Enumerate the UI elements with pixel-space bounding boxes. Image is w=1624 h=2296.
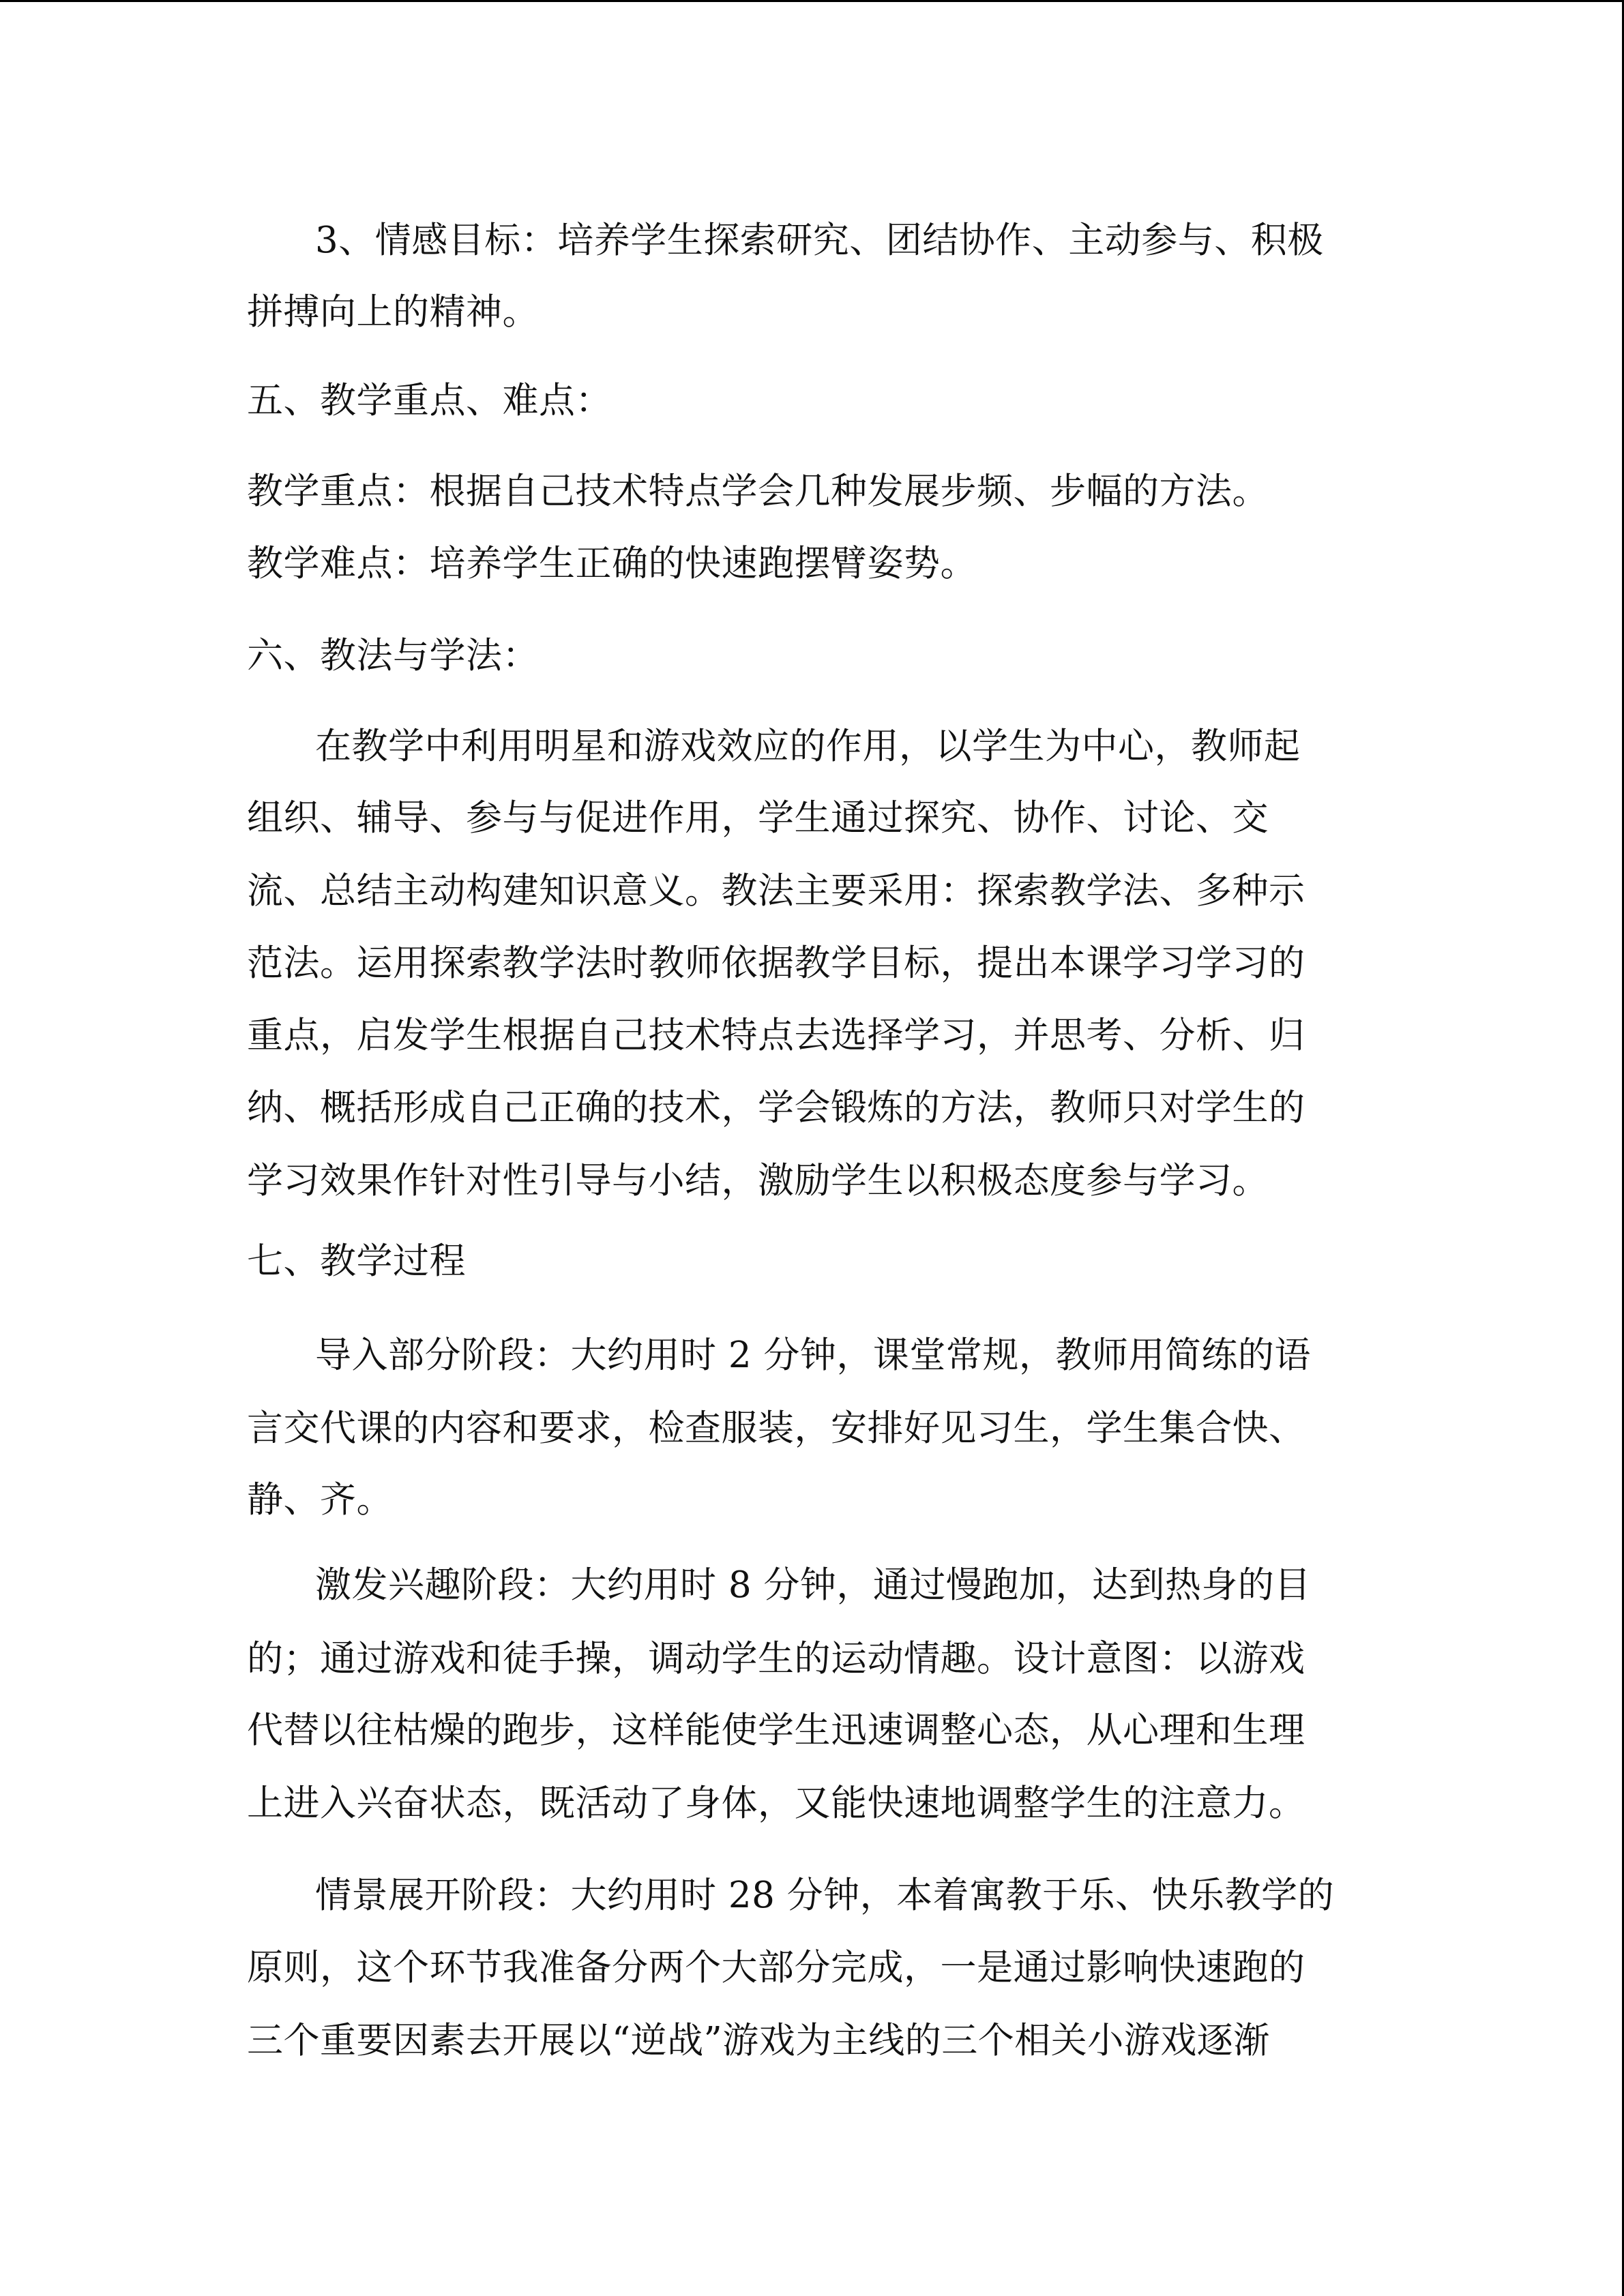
paragraph-affective-goal-line-2: 拼搏向上的精神。: [247, 291, 539, 333]
paragraph-interest-line-2: 的；通过游戏和徒手操，调动学生的运动情趣。设计意图：以游戏: [247, 1638, 1305, 1680]
teaching-key-point: 教学重点：根据自己技术特点学会几种发展步频、步幅的方法。: [247, 471, 1269, 512]
paragraph-intro-line-3: 静、齐。: [247, 1479, 393, 1521]
paragraph-scenario-line-2: 原则，这个环节我准备分两个大部分完成，一是通过影响快速跑的: [247, 1947, 1305, 1988]
paragraph-interest-line-1: 激发兴趣阶段：大约用时 8 分钟，通过慢跑加，达到热身的目: [315, 1564, 1311, 1606]
heading-teaching-methods: 六、教法与学法：: [247, 635, 539, 676]
paragraph-methods-line-2: 组织、辅导、参与与促进作用，学生通过探究、协作、讨论、交: [247, 797, 1269, 839]
paragraph-methods-line-4: 范法。运用探索教学法时教师依据教学目标，提出本课学习学习的: [247, 942, 1305, 984]
paragraph-intro-line-1: 导入部分阶段：大约用时 2 分钟，课堂常规，教师用简练的语: [315, 1335, 1311, 1376]
paragraph-methods-line-1: 在教学中利用明星和游戏效应的作用，以学生为中心，教师起: [315, 726, 1301, 767]
paragraph-methods-line-3: 流、总结主动构建知识意义。教法主要采用：探索教学法、多种示: [247, 870, 1305, 912]
teaching-difficult-point: 教学难点：培养学生正确的快速跑摆臂姿势。: [247, 543, 977, 584]
paragraph-methods-line-5: 重点，启发学生根据自己技术特点去选择学习，并思考、分析、归: [247, 1015, 1305, 1056]
paragraph-scenario-line-3: 三个重要因素去开展以“逆战”游戏为主线的三个相关小游戏逐渐: [247, 2020, 1270, 2061]
paragraph-interest-line-3: 代替以往枯燥的跑步，这样能使学生迅速调整心态，从心理和生理: [247, 1710, 1305, 1751]
heading-teaching-process: 七、教学过程: [247, 1240, 466, 1282]
paragraph-methods-line-7: 学习效果作针对性引导与小结，激励学生以积极态度参与学习。: [247, 1160, 1269, 1202]
paragraph-scenario-line-1: 情景展开阶段：大约用时 28 分钟，本着寓教于乐、快乐教学的: [315, 1875, 1335, 1916]
paragraph-intro-line-2: 言交代课的内容和要求，检查服装，安排好见习生，学生集合快、: [247, 1407, 1305, 1449]
heading-key-difficult-points: 五、教学重点、难点：: [247, 380, 612, 421]
paragraph-methods-line-6: 纳、概括形成自己正确的技术，学会锻炼的方法，教师只对学生的: [247, 1087, 1305, 1129]
paragraph-affective-goal-line-1: 3、情感目标：培养学生探索研究、团结协作、主动参与、积极: [315, 220, 1324, 261]
paragraph-interest-line-4: 上进入兴奋状态，既活动了身体，又能快速地调整学生的注意力。: [247, 1783, 1305, 1824]
